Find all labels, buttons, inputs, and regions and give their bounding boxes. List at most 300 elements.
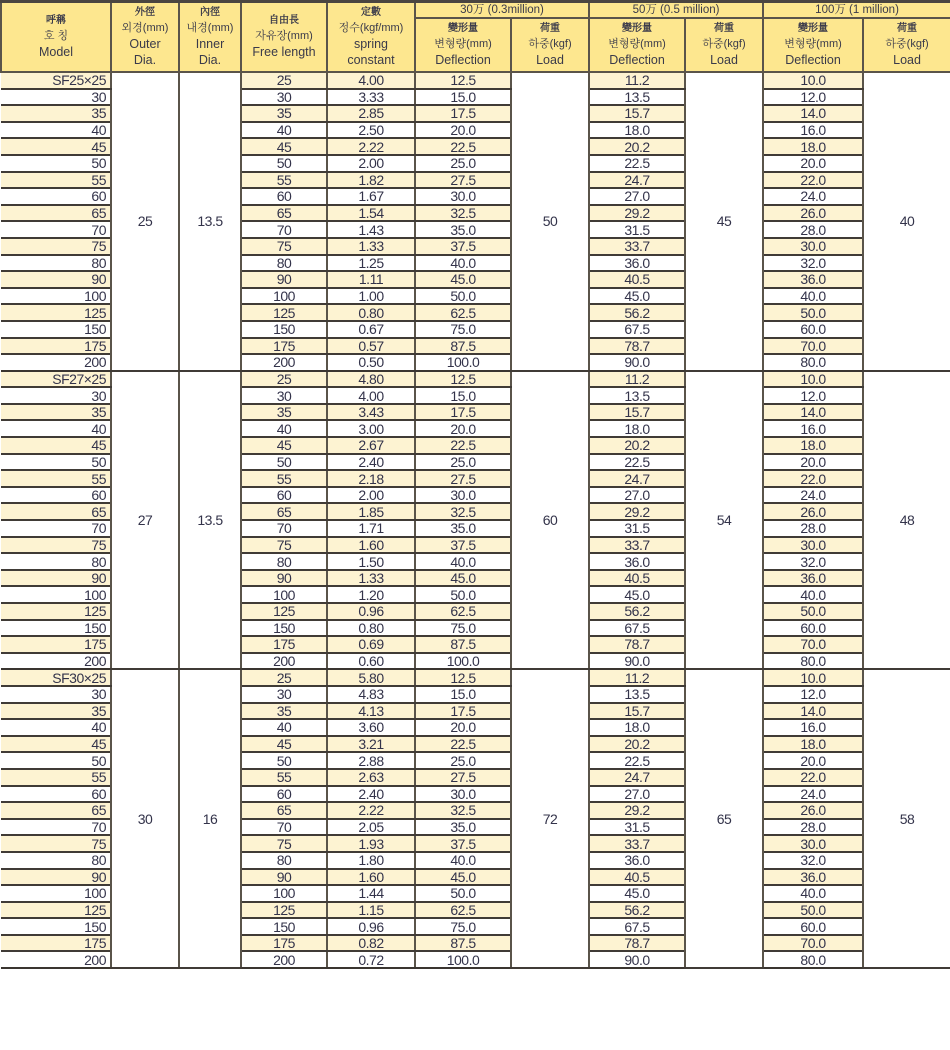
header-outer-dia-ko1: 外徑 <box>135 7 155 18</box>
cell-free-length: 90 <box>241 271 327 288</box>
cell-spring-constant: 2.85 <box>327 105 415 122</box>
cell-deflection-03: 100.0 <box>415 354 511 371</box>
cell-spring-constant: 1.67 <box>327 188 415 205</box>
cell-free-length: 30 <box>241 686 327 703</box>
header-inner-dia-en1: Inner <box>195 37 225 51</box>
cell-deflection-05: 67.5 <box>589 918 685 935</box>
cell-model: 90 <box>1 570 111 587</box>
cell-spring-constant: 0.57 <box>327 338 415 355</box>
cell-deflection-03: 40.0 <box>415 852 511 869</box>
cell-deflection-03: 25.0 <box>415 454 511 471</box>
table-body <box>1 72 950 968</box>
cell-deflection-05: 18.0 <box>589 420 685 437</box>
cell-deflection-03: 17.5 <box>415 404 511 421</box>
cell-model: SF27×25 <box>1 371 111 388</box>
cell-free-length: 65 <box>241 205 327 222</box>
cell-model: 70 <box>1 221 111 238</box>
cell-spring-constant: 0.96 <box>327 918 415 935</box>
cell-deflection-10: 10.0 <box>763 371 863 388</box>
cell-deflection-05: 36.0 <box>589 255 685 272</box>
cell-model: 45 <box>1 138 111 155</box>
cell-deflection-05: 33.7 <box>589 238 685 255</box>
cell-deflection-03: 25.0 <box>415 752 511 769</box>
cell-spring-constant: 2.63 <box>327 769 415 786</box>
cell-deflection-05: 29.2 <box>589 205 685 222</box>
cell-deflection-05: 24.7 <box>589 470 685 487</box>
cell-deflection-05: 33.7 <box>589 835 685 852</box>
cell-deflection-03: 37.5 <box>415 238 511 255</box>
cell-model: 30 <box>1 686 111 703</box>
cell-spring-constant: 0.60 <box>327 653 415 670</box>
cell-free-length: 80 <box>241 553 327 570</box>
cell-model: 40 <box>1 420 111 437</box>
header-outer-dia-ko2: 외경(mm) <box>121 22 169 34</box>
cell-model: 80 <box>1 255 111 272</box>
cell-deflection-03: 50.0 <box>415 586 511 603</box>
cell-model: 200 <box>1 354 111 371</box>
cell-deflection-03: 25.0 <box>415 155 511 172</box>
cell-model: 80 <box>1 852 111 869</box>
cell-deflection-10: 14.0 <box>763 404 863 421</box>
cell-deflection-05: 36.0 <box>589 553 685 570</box>
cell-spring-constant: 1.50 <box>327 553 415 570</box>
cell-spring-constant: 0.69 <box>327 636 415 653</box>
cell-load-10: 58 <box>863 669 950 968</box>
cell-free-length: 60 <box>241 188 327 205</box>
header-free-length-en: Free length <box>252 45 316 59</box>
header-outer-dia-en1: Outer <box>129 37 161 51</box>
header-free-length-ko1: 自由長 <box>269 15 299 26</box>
cell-deflection-03: 27.5 <box>415 172 511 189</box>
cell-free-length: 35 <box>241 703 327 720</box>
cell-deflection-10: 28.0 <box>763 819 863 836</box>
cell-deflection-03: 40.0 <box>415 553 511 570</box>
cell-free-length: 35 <box>241 105 327 122</box>
cell-free-length: 30 <box>241 387 327 404</box>
cell-spring-constant: 4.13 <box>327 703 415 720</box>
cell-deflection-05: 56.2 <box>589 304 685 321</box>
table-header <box>1 2 950 73</box>
cell-deflection-03: 15.0 <box>415 686 511 703</box>
cell-deflection-03: 87.5 <box>415 636 511 653</box>
cell-deflection-10: 28.0 <box>763 221 863 238</box>
cell-deflection-05: 78.7 <box>589 935 685 952</box>
cell-deflection-10: 10.0 <box>763 72 863 89</box>
cell-deflection-03: 100.0 <box>415 951 511 968</box>
cell-deflection-05: 18.0 <box>589 122 685 139</box>
cell-model: 100 <box>1 586 111 603</box>
cell-deflection-03: 45.0 <box>415 869 511 886</box>
cell-spring-constant: 0.50 <box>327 354 415 371</box>
cell-model: 35 <box>1 703 111 720</box>
cell-deflection-10: 16.0 <box>763 122 863 139</box>
cell-deflection-05: 27.0 <box>589 786 685 803</box>
cell-deflection-03: 62.5 <box>415 902 511 919</box>
cell-spring-constant: 1.00 <box>327 288 415 305</box>
cell-free-length: 80 <box>241 852 327 869</box>
cell-deflection-05: 90.0 <box>589 951 685 968</box>
cell-model: 30 <box>1 387 111 404</box>
cell-model: 55 <box>1 470 111 487</box>
cell-deflection-10: 26.0 <box>763 802 863 819</box>
header-load-en: Load <box>710 53 738 67</box>
cell-model: 65 <box>1 802 111 819</box>
cell-spring-constant: 1.20 <box>327 586 415 603</box>
cell-deflection-10: 24.0 <box>763 487 863 504</box>
cell-free-length: 35 <box>241 404 327 421</box>
cell-model: 175 <box>1 935 111 952</box>
cell-spring-constant: 1.25 <box>327 255 415 272</box>
cell-spring-constant: 0.82 <box>327 935 415 952</box>
cell-deflection-10: 50.0 <box>763 902 863 919</box>
cell-free-length: 60 <box>241 786 327 803</box>
cell-deflection-10: 20.0 <box>763 155 863 172</box>
cell-deflection-03: 40.0 <box>415 255 511 272</box>
cell-free-length: 150 <box>241 620 327 637</box>
cell-spring-constant: 1.54 <box>327 205 415 222</box>
cell-spring-constant: 1.33 <box>327 238 415 255</box>
cell-free-length: 75 <box>241 835 327 852</box>
cell-free-length: 60 <box>241 487 327 504</box>
cell-deflection-05: 15.7 <box>589 404 685 421</box>
cell-deflection-05: 56.2 <box>589 603 685 620</box>
cell-deflection-03: 62.5 <box>415 304 511 321</box>
cell-model: 55 <box>1 769 111 786</box>
cell-free-length: 150 <box>241 918 327 935</box>
cell-deflection-05: 45.0 <box>589 586 685 603</box>
cell-deflection-03: 35.0 <box>415 221 511 238</box>
cell-deflection-10: 70.0 <box>763 935 863 952</box>
cell-deflection-03: 32.5 <box>415 503 511 520</box>
cell-spring-constant: 1.15 <box>327 902 415 919</box>
cell-model: 175 <box>1 338 111 355</box>
cell-deflection-03: 50.0 <box>415 885 511 902</box>
cell-deflection-03: 75.0 <box>415 620 511 637</box>
cell-deflection-05: 33.7 <box>589 537 685 554</box>
cell-model: 125 <box>1 603 111 620</box>
cell-deflection-10: 26.0 <box>763 503 863 520</box>
cell-deflection-05: 56.2 <box>589 902 685 919</box>
cell-deflection-03: 75.0 <box>415 918 511 935</box>
cell-deflection-10: 24.0 <box>763 786 863 803</box>
cell-load-10: 40 <box>863 72 950 371</box>
cell-spring-constant: 1.60 <box>327 869 415 886</box>
cell-spring-constant: 0.72 <box>327 951 415 968</box>
cell-free-length: 55 <box>241 769 327 786</box>
cell-free-length: 70 <box>241 221 327 238</box>
cell-deflection-10: 14.0 <box>763 703 863 720</box>
cell-model: 125 <box>1 304 111 321</box>
cell-free-length: 200 <box>241 653 327 670</box>
cell-deflection-05: 11.2 <box>589 371 685 388</box>
header-deflection-ko1: 變形量 <box>448 23 478 34</box>
header-load-05 <box>685 18 763 72</box>
cell-deflection-05: 13.5 <box>589 387 685 404</box>
cell-deflection-05: 13.5 <box>589 89 685 106</box>
cell-free-length: 45 <box>241 138 327 155</box>
cell-deflection-05: 20.2 <box>589 138 685 155</box>
cell-model: 45 <box>1 736 111 753</box>
cell-deflection-05: 20.2 <box>589 437 685 454</box>
cell-deflection-03: 15.0 <box>415 89 511 106</box>
cell-deflection-10: 36.0 <box>763 271 863 288</box>
cell-load-03: 60 <box>511 371 589 670</box>
cell-spring-constant: 2.00 <box>327 487 415 504</box>
cell-load-05: 54 <box>685 371 763 670</box>
cell-model: 100 <box>1 288 111 305</box>
cell-free-length: 55 <box>241 470 327 487</box>
header-model-en: Model <box>38 45 74 59</box>
cell-deflection-05: 78.7 <box>589 636 685 653</box>
cell-deflection-10: 30.0 <box>763 238 863 255</box>
cell-model: 150 <box>1 918 111 935</box>
cell-deflection-03: 30.0 <box>415 487 511 504</box>
cell-model: 75 <box>1 238 111 255</box>
cell-deflection-10: 70.0 <box>763 636 863 653</box>
cell-free-length: 175 <box>241 636 327 653</box>
cell-model: 200 <box>1 951 111 968</box>
cell-free-length: 50 <box>241 752 327 769</box>
cell-free-length: 65 <box>241 503 327 520</box>
cell-deflection-10: 50.0 <box>763 603 863 620</box>
cell-spring-constant: 1.44 <box>327 885 415 902</box>
cell-deflection-05: 31.5 <box>589 819 685 836</box>
cell-deflection-10: 80.0 <box>763 354 863 371</box>
cell-spring-constant: 2.40 <box>327 786 415 803</box>
cell-model: 50 <box>1 454 111 471</box>
header-deflection-ko1: 變形量 <box>622 23 653 34</box>
cell-deflection-10: 40.0 <box>763 586 863 603</box>
cell-free-length: 90 <box>241 570 327 587</box>
cell-deflection-05: 11.2 <box>589 669 685 686</box>
cell-deflection-05: 90.0 <box>589 354 685 371</box>
cell-deflection-05: 24.7 <box>589 769 685 786</box>
cell-free-length: 125 <box>241 902 327 919</box>
cell-spring-constant: 2.67 <box>327 437 415 454</box>
cell-deflection-10: 22.0 <box>763 172 863 189</box>
cell-deflection-10: 24.0 <box>763 188 863 205</box>
cell-deflection-10: 80.0 <box>763 951 863 968</box>
cell-deflection-10: 12.0 <box>763 686 863 703</box>
cell-model: 150 <box>1 321 111 338</box>
cell-model: 50 <box>1 752 111 769</box>
cell-deflection-03: 87.5 <box>415 338 511 355</box>
cell-model: 35 <box>1 404 111 421</box>
cell-deflection-10: 40.0 <box>763 885 863 902</box>
header-deflection-ko2: 변형량(mm) <box>434 38 492 50</box>
cell-free-length: 45 <box>241 736 327 753</box>
cell-deflection-05: 22.5 <box>589 752 685 769</box>
cell-deflection-03: 22.5 <box>415 736 511 753</box>
cell-deflection-03: 22.5 <box>415 437 511 454</box>
cell-deflection-03: 20.0 <box>415 122 511 139</box>
cell-deflection-03: 12.5 <box>415 669 511 686</box>
cell-free-length: 25 <box>241 371 327 388</box>
cell-deflection-10: 10.0 <box>763 669 863 686</box>
header-spring-constant-en1: spring <box>353 37 389 51</box>
cell-model: 65 <box>1 503 111 520</box>
cell-free-length: 65 <box>241 802 327 819</box>
header-life-05: 50万 (0.5 million) <box>589 2 763 19</box>
cell-spring-constant: 1.80 <box>327 852 415 869</box>
cell-deflection-03: 75.0 <box>415 321 511 338</box>
cell-spring-constant: 3.00 <box>327 420 415 437</box>
header-deflection-ko2: 변형량(mm) <box>608 38 666 50</box>
cell-model: 70 <box>1 819 111 836</box>
header-life-03: 30万 (0.3million) <box>415 2 589 19</box>
cell-deflection-05: 90.0 <box>589 653 685 670</box>
cell-load-05: 65 <box>685 669 763 968</box>
cell-free-length: 25 <box>241 669 327 686</box>
cell-spring-constant: 2.05 <box>327 819 415 836</box>
cell-model: 40 <box>1 719 111 736</box>
cell-spring-constant: 0.80 <box>327 620 415 637</box>
cell-deflection-03: 37.5 <box>415 537 511 554</box>
cell-deflection-03: 20.0 <box>415 420 511 437</box>
cell-free-length: 200 <box>241 354 327 371</box>
header-load-ko2: 하중(kgf) <box>528 38 572 50</box>
cell-inner-dia: 16 <box>179 669 241 968</box>
cell-deflection-10: 18.0 <box>763 437 863 454</box>
cell-load-10: 48 <box>863 371 950 670</box>
cell-model: 40 <box>1 122 111 139</box>
cell-model: 60 <box>1 487 111 504</box>
cell-deflection-05: 20.2 <box>589 736 685 753</box>
header-deflection-05 <box>589 18 685 72</box>
cell-deflection-05: 13.5 <box>589 686 685 703</box>
cell-model: 150 <box>1 620 111 637</box>
cell-deflection-05: 24.7 <box>589 172 685 189</box>
cell-outer-dia: 27 <box>111 371 179 670</box>
cell-free-length: 75 <box>241 537 327 554</box>
cell-spring-constant: 1.33 <box>327 570 415 587</box>
cell-free-length: 80 <box>241 255 327 272</box>
header-model-ko2: 호 칭 <box>43 30 69 42</box>
cell-model: 175 <box>1 636 111 653</box>
cell-free-length: 175 <box>241 338 327 355</box>
cell-free-length: 125 <box>241 603 327 620</box>
cell-load-05: 45 <box>685 72 763 371</box>
cell-deflection-03: 45.0 <box>415 570 511 587</box>
cell-deflection-03: 35.0 <box>415 520 511 537</box>
cell-model: 200 <box>1 653 111 670</box>
cell-free-length: 90 <box>241 869 327 886</box>
cell-spring-constant: 1.71 <box>327 520 415 537</box>
cell-model: 35 <box>1 105 111 122</box>
cell-deflection-10: 22.0 <box>763 769 863 786</box>
cell-deflection-05: 18.0 <box>589 719 685 736</box>
table-row <box>1 72 950 89</box>
cell-deflection-03: 37.5 <box>415 835 511 852</box>
cell-deflection-03: 45.0 <box>415 271 511 288</box>
header-deflection-ko2: 변형량(mm) <box>784 38 842 50</box>
cell-model: 75 <box>1 835 111 852</box>
header-load-ko1: 荷重 <box>714 23 735 34</box>
table-row <box>1 371 950 388</box>
cell-spring-constant: 0.96 <box>327 603 415 620</box>
cell-spring-constant: 1.11 <box>327 271 415 288</box>
cell-free-length: 70 <box>241 819 327 836</box>
header-deflection-en: Deflection <box>785 53 841 67</box>
cell-spring-constant: 2.40 <box>327 454 415 471</box>
header-load-en: Load <box>536 53 564 67</box>
cell-deflection-10: 16.0 <box>763 719 863 736</box>
cell-spring-constant: 4.00 <box>327 387 415 404</box>
cell-deflection-03: 87.5 <box>415 935 511 952</box>
cell-deflection-05: 40.5 <box>589 271 685 288</box>
cell-deflection-05: 27.0 <box>589 487 685 504</box>
cell-model: 60 <box>1 786 111 803</box>
cell-deflection-10: 60.0 <box>763 321 863 338</box>
cell-deflection-03: 27.5 <box>415 769 511 786</box>
cell-deflection-10: 22.0 <box>763 470 863 487</box>
cell-model: 70 <box>1 520 111 537</box>
cell-load-03: 50 <box>511 72 589 371</box>
cell-spring-constant: 2.22 <box>327 138 415 155</box>
cell-spring-constant: 1.82 <box>327 172 415 189</box>
header-load-en: Load <box>893 53 921 67</box>
cell-spring-constant: 0.80 <box>327 304 415 321</box>
cell-deflection-03: 62.5 <box>415 603 511 620</box>
cell-deflection-10: 18.0 <box>763 138 863 155</box>
cell-spring-constant: 2.88 <box>327 752 415 769</box>
header-deflection-ko1: 變形量 <box>798 23 829 34</box>
header-spring-constant-ko1: 定數 <box>361 7 381 18</box>
cell-model: 45 <box>1 437 111 454</box>
cell-free-length: 40 <box>241 719 327 736</box>
header-deflection-en: Deflection <box>435 53 491 67</box>
header-free-length <box>241 2 327 73</box>
cell-spring-constant: 2.00 <box>327 155 415 172</box>
cell-free-length: 25 <box>241 72 327 89</box>
cell-deflection-10: 16.0 <box>763 420 863 437</box>
cell-deflection-05: 11.2 <box>589 72 685 89</box>
cell-model: 100 <box>1 885 111 902</box>
cell-free-length: 100 <box>241 885 327 902</box>
header-deflection-03 <box>415 18 511 72</box>
cell-free-length: 200 <box>241 951 327 968</box>
cell-deflection-03: 15.0 <box>415 387 511 404</box>
header-load-ko2: 하중(kgf) <box>702 38 746 50</box>
cell-deflection-05: 22.5 <box>589 155 685 172</box>
cell-deflection-05: 15.7 <box>589 703 685 720</box>
cell-deflection-10: 40.0 <box>763 288 863 305</box>
cell-deflection-03: 32.5 <box>415 205 511 222</box>
cell-deflection-05: 67.5 <box>589 321 685 338</box>
cell-free-length: 70 <box>241 520 327 537</box>
cell-free-length: 100 <box>241 288 327 305</box>
cell-free-length: 40 <box>241 122 327 139</box>
cell-free-length: 50 <box>241 454 327 471</box>
header-inner-dia-ko2: 내경(mm) <box>186 22 234 34</box>
header-load-03 <box>511 18 589 72</box>
cell-free-length: 45 <box>241 437 327 454</box>
cell-model: SF30×25 <box>1 669 111 686</box>
cell-deflection-05: 31.5 <box>589 520 685 537</box>
cell-deflection-10: 20.0 <box>763 454 863 471</box>
cell-deflection-03: 17.5 <box>415 703 511 720</box>
cell-deflection-10: 18.0 <box>763 736 863 753</box>
cell-deflection-03: 27.5 <box>415 470 511 487</box>
cell-deflection-05: 45.0 <box>589 288 685 305</box>
cell-spring-constant: 2.18 <box>327 470 415 487</box>
cell-deflection-05: 15.7 <box>589 105 685 122</box>
cell-deflection-10: 28.0 <box>763 520 863 537</box>
cell-deflection-10: 32.0 <box>763 553 863 570</box>
cell-deflection-10: 30.0 <box>763 835 863 852</box>
header-inner-dia <box>179 2 241 73</box>
cell-deflection-10: 60.0 <box>763 620 863 637</box>
